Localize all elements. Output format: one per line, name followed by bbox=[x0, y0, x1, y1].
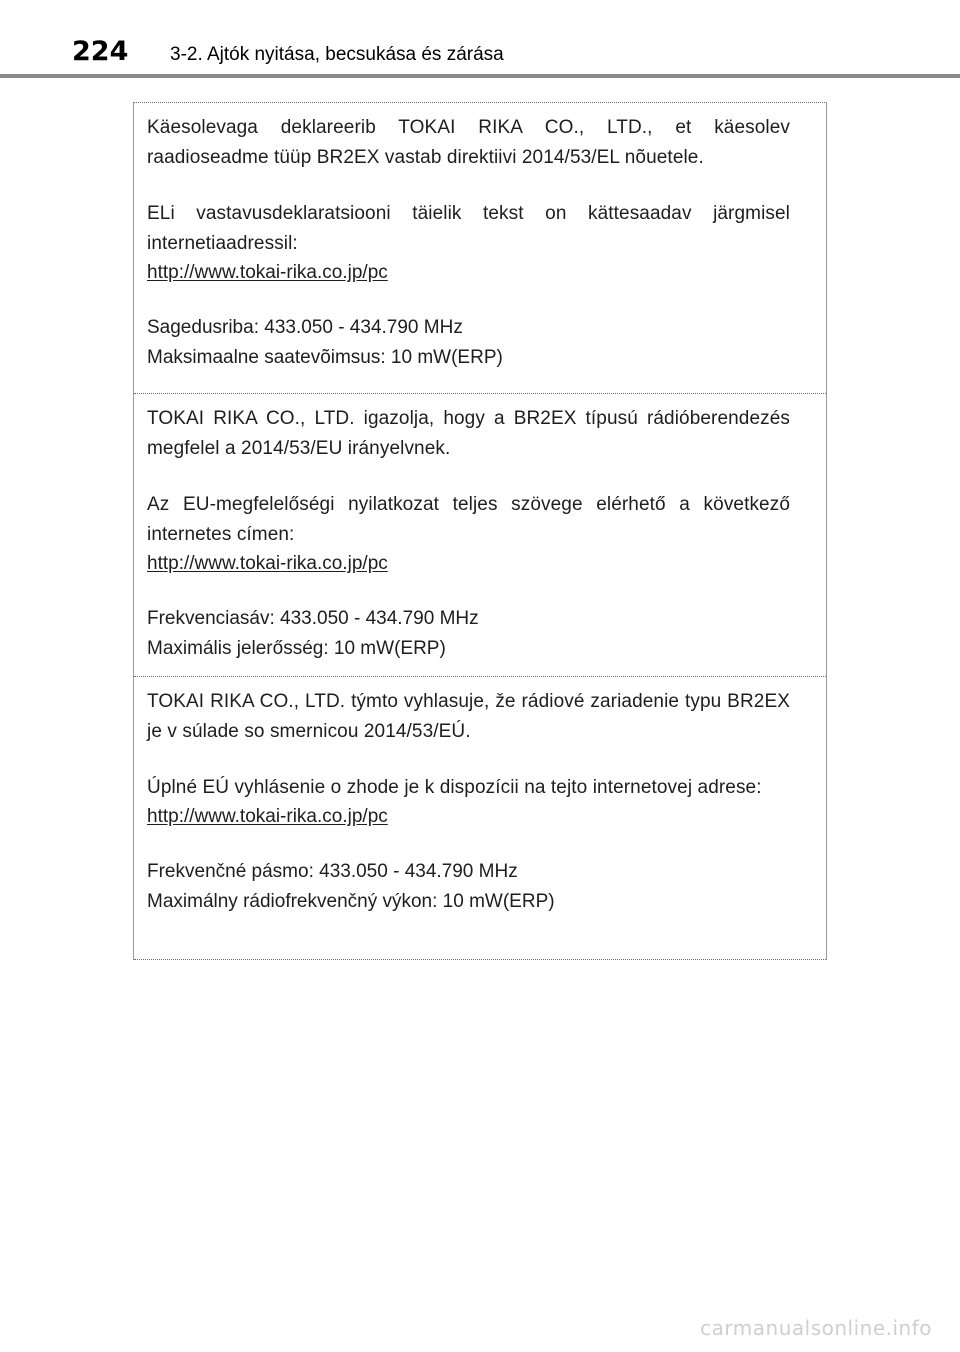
declaration-url-link[interactable]: http://www.tokai-rika.co.jp/pc bbox=[147, 553, 388, 574]
spacer bbox=[147, 173, 790, 199]
section-title: 3-2. Ajtók nyitása, becsukása és zárása bbox=[170, 44, 504, 65]
declaration-url-link[interactable]: http://www.tokai-rika.co.jp/pc bbox=[147, 806, 388, 827]
frequency-band: Frekvenciasáv: 433.050 - 434.790 MHz bbox=[147, 608, 479, 629]
header-divider bbox=[0, 74, 960, 78]
spacer bbox=[147, 464, 790, 490]
frequency-band: Sagedusriba: 433.050 - 434.790 MHz bbox=[147, 317, 463, 338]
declaration-hungarian bbox=[134, 394, 826, 677]
declaration-box bbox=[133, 102, 827, 960]
declaration-statement: TOKAI RIKA CO., LTD. týmto vyhlasuje, že rádiové zariadenie typu BR2EX je v súlade so smernicou 2014/53/EÚ. bbox=[147, 691, 790, 742]
frequency-band: Frekvenčné pásmo: 433.050 - 434.790 MHz bbox=[147, 861, 518, 882]
max-power: Maksimaalne saatevõimsus: 10 mW(ERP) bbox=[147, 347, 503, 368]
spacer bbox=[147, 578, 790, 604]
page-number: 224 bbox=[72, 36, 129, 67]
max-power: Maximálny rádiofrekvenčný výkon: 10 mW(ERP) bbox=[147, 891, 555, 912]
spacer bbox=[147, 831, 790, 857]
site-watermark: carmanualsonline.info bbox=[700, 1316, 932, 1340]
declaration-estonian bbox=[134, 103, 826, 394]
declaration-statement: TOKAI RIKA CO., LTD. igazolja, hogy a BR2EX típusú rádióberendezés megfelel a 2014/53/EU irányelvnek. bbox=[147, 408, 790, 459]
declaration-url-link[interactable]: http://www.tokai-rika.co.jp/pc bbox=[147, 262, 388, 283]
page-header bbox=[0, 0, 960, 80]
declaration-availability: Úplné EÚ vyhlásenie o zhode je k dispozícii na tejto internetovej adrese: bbox=[147, 777, 762, 798]
declaration-statement: Käesolevaga deklareerib TOKAI RIKA CO., LTD., et käesolev raadioseadme tüüp BR2EX vastab direktiivi 2014/53/EL nõuetele. bbox=[147, 117, 790, 168]
declaration-slovak bbox=[134, 677, 826, 960]
spacer bbox=[147, 747, 790, 773]
spacer bbox=[147, 287, 790, 313]
declaration-availability: Az EU-megfelelőségi nyilatkozat teljes szövege elérhető a következő internetes címen: bbox=[147, 494, 790, 545]
max-power: Maximális jelerősség: 10 mW(ERP) bbox=[147, 638, 446, 659]
declaration-availability: ELi vastavusdeklaratsiooni täielik tekst on kättesaadav järgmisel internetiaadressil: bbox=[147, 203, 790, 254]
